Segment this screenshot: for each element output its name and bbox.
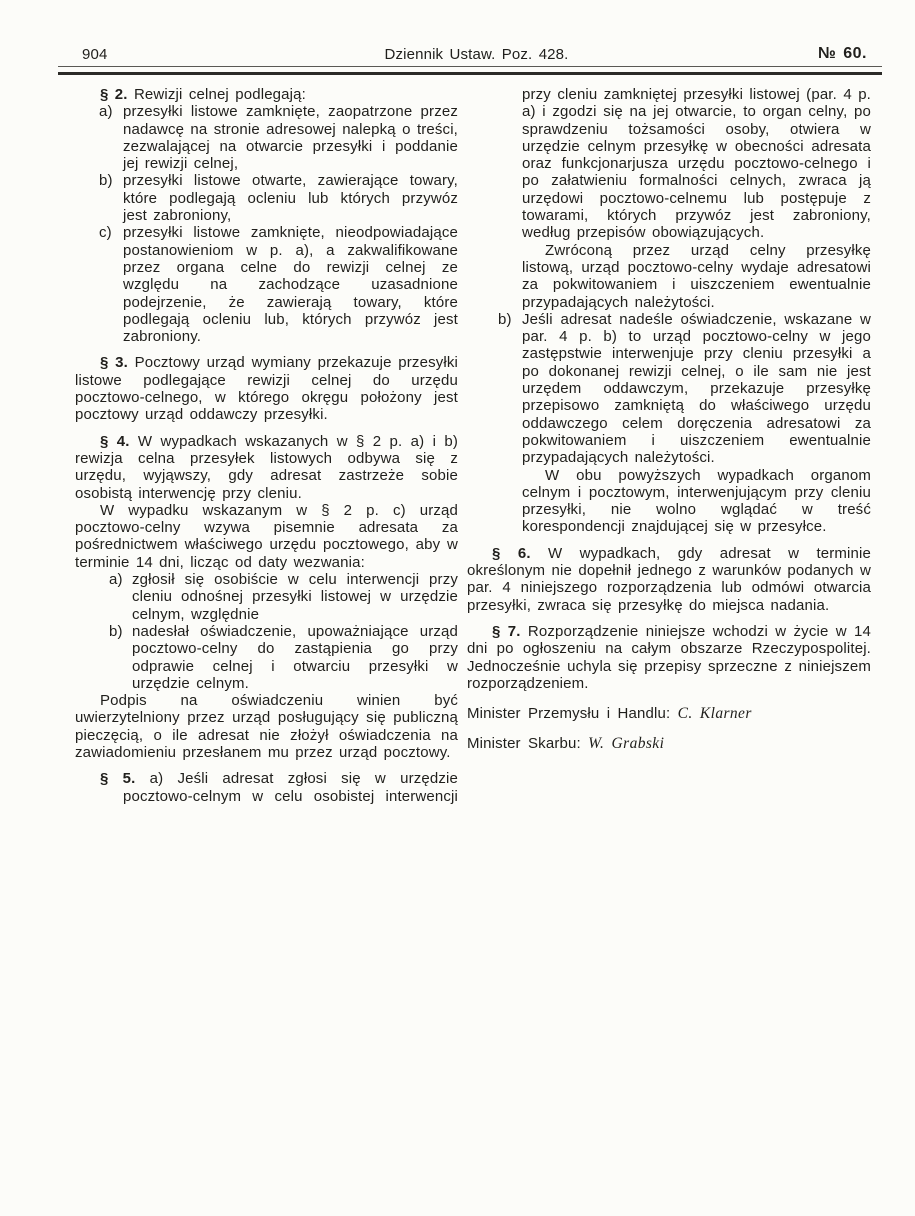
list-marker-4b: b) (109, 622, 123, 640)
minister-industry-label: Minister Przemysłu i Handlu: (467, 705, 671, 723)
list-marker-a: a) (99, 103, 113, 121)
list-item-4a (109, 571, 458, 623)
section-7-text: Rozporządzenie niniejsze wchodzi w życie w 14 dni po ogłoszeniu na całym obszarze Rzeczypospolitej. Jednocześnie uchyla się przepisy sprzeczne z niniejszem rozporządzeniem. (467, 622, 871, 692)
list-item-b (99, 172, 458, 225)
list-marker-b: b) (99, 172, 113, 190)
section-2-intro-text: Rewizji celnej podlegają: (133, 86, 306, 103)
section-3-marker: § 3. (100, 354, 128, 372)
signature-line-treasury-minister (467, 735, 871, 752)
section-7-paragraph (467, 623, 871, 692)
section-6-text: W wypadkach, gdy adresat w terminie określonym nie dopełnił jednego z warunków podanych w par. 4 niniejszego rozporządzenia lub odmówi otwarcia przesyłki, zwraca się przesyłkę do miejsca nadania. (467, 544, 872, 614)
section-5-item-b-text: Jeśli adresat nadeśle oświadczenie, wskazane w par. 4 p. b) to urząd pocztowo-celny w jego zastępstwie interwenjuje przy cleniu przesyłki a po dokonanej rewizji celnej, o ile sam nie jest urzędem oddawczym, przekazuje przesyłkę przepisowo zamkniętą do właściwego urzędu oddawczego celem doręczenia adresatowi za pokwitowaniem i uiszczeniem ewentualnie przypadających należytości. (522, 310, 871, 467)
signature-line-industry-minister (467, 705, 871, 722)
section-2-marker: § 2. (100, 86, 128, 103)
section-4-marker: § 4. (100, 432, 130, 450)
minister-treasury-label: Minister Skarbu: (467, 735, 581, 753)
minister-treasury-name: W. Grabski (588, 735, 665, 753)
section-5-marker: § 5. (100, 770, 136, 788)
list-item-c-text: przesyłki listowe zamknięte, nieodpowiadające postanowieniom w p. a), a zakwalifikowane przez organa celne do rewizji celnej ze względu na zachodzące uzasadnione podejrzenie, że zawierają towary, które podlegają ocleniu lub, których przywóz jest zabroniony. (123, 224, 458, 346)
list-marker-5b: b) (498, 310, 512, 328)
text-body (75, 86, 871, 805)
section-4-paragraph-2 (75, 502, 458, 571)
list-item-a (99, 103, 458, 173)
section-3-text: Pocztowy urząd wymiany przekazuje przesyłki listowe podlegające rewizji celnej do urzędu pocztowo-celnego, w którego okręgu położony jest pocztowy urząd oddawczy przesyłki. (75, 354, 458, 424)
section-5-item-b (498, 310, 871, 467)
running-header (78, 46, 875, 66)
section-4-paragraph (75, 433, 458, 502)
section-4-paragraph-2-text: W wypadku wskazanym w § 2 p. c) urząd pocztowo-celny wzywa pisemnie adresata za pośrednictwem właściwego urzędu pocztowego, aby w terminie 14 dni, licząc od daty wezwania: (75, 501, 458, 571)
section-5-closing-text: W obu powyższych wypadkach organom celnym i pocztowym, interwenjującym przy cleniu przesyłki, nie wolno wglądać w treść korespondencji znajdującej się w przesyłce. (522, 466, 871, 536)
section-5-item-a-continuation (522, 86, 871, 242)
list-item-4b-text: nadesłał oświadczenie, upoważniające urząd pocztowo-celny do zastąpienia go przy odprawie celnej i otwarciu przesyłki w urzędzie celnym. (132, 622, 458, 692)
signature-attestation-paragraph (75, 692, 458, 761)
list-item-4b (109, 622, 458, 692)
section-5-return-text: Zwróconą przez urząd celny przesyłkę listową, urząd pocztowo-celny wydaje adresatowi za pokwitowaniem i uiszczeniem ewentualnie przypadających należytości. (522, 241, 871, 311)
list-item-b-text: przesyłki listowe otwarte, zawierające towary, które podlegają ocleniu lub których przywóz jest zabroniony, (123, 172, 458, 225)
section-5-item-a-continuation-text: przy cleniu zamkniętej przesyłki listowej (par. 4 p. a) i zgodzi się na jej otwarcie, to organ celny, po sprawdzeniu tożsamości osoby, otwiera w urzędzie celnym przesyłkę w obecności adresata oraz funkcjonarjusza urzędu pocztowo-celnego i po załatwieniu formalności celnych, zwraca ją urzędowi pocztowo-celnemu lub postępuje z towarami, których przywóz jest zabroniony, według przepisów obowiązujących. (522, 86, 871, 242)
page-number: 904 (82, 46, 108, 63)
list-marker-4a: a) (109, 571, 123, 589)
minister-industry-name: C. Klarner (677, 705, 752, 723)
list-item-4a-text: zgłosił się osobiście w celu interwencji przy cleniu odnośnej przesyłki listowej w urzędzie celnym, względnie (132, 571, 458, 623)
right-column (467, 86, 871, 805)
section-5-return-paragraph (522, 242, 871, 311)
section-5-item-a-text: a) Jeśli adresat zgłosi się w urzędzie pocztowo-celnym w celu osobistej interwencji (123, 770, 458, 805)
section-4-text: W wypadkach wskazanych w § 2 p. a) i b) rewizja celna przesyłek listowych odbywa się z urzędu, wyjąwszy, gdy adresat zastrzeże sobie osobistą interwencję przy cleniu. (75, 432, 458, 502)
section-2-heading (75, 86, 458, 103)
signature-attestation-text: Podpis na oświadczeniu winien być uwierzytelniony przez urząd posługujący się publiczną pieczęcią, o ile adresat nie złożył oświadczenia na zawiadomieniu przesłanem mu przez urząd pocztowy. (75, 692, 458, 761)
issue-number: № 60. (817, 45, 867, 62)
header-divider-rule (58, 66, 882, 75)
section-3-paragraph (75, 354, 458, 423)
section-6-marker: § 6. (492, 544, 531, 562)
section-5-closing-paragraph (522, 467, 871, 536)
journal-title: Dziennik Ustaw. Poz. 428. (384, 46, 569, 63)
list-item-c (99, 224, 458, 346)
section-7-marker: § 7. (492, 622, 521, 640)
section-6-paragraph (467, 545, 871, 614)
section-5-paragraph (100, 770, 458, 805)
list-item-a-text: przesyłki listowe zamknięte, zaopatrzone przez nadawcę na stronie adresowej nalepką o treści, zezwalającej na otwarcie przesyłki i poddanie jej rewizji celnej, (123, 103, 458, 173)
left-column (75, 86, 458, 805)
list-marker-c: c) (99, 224, 112, 242)
